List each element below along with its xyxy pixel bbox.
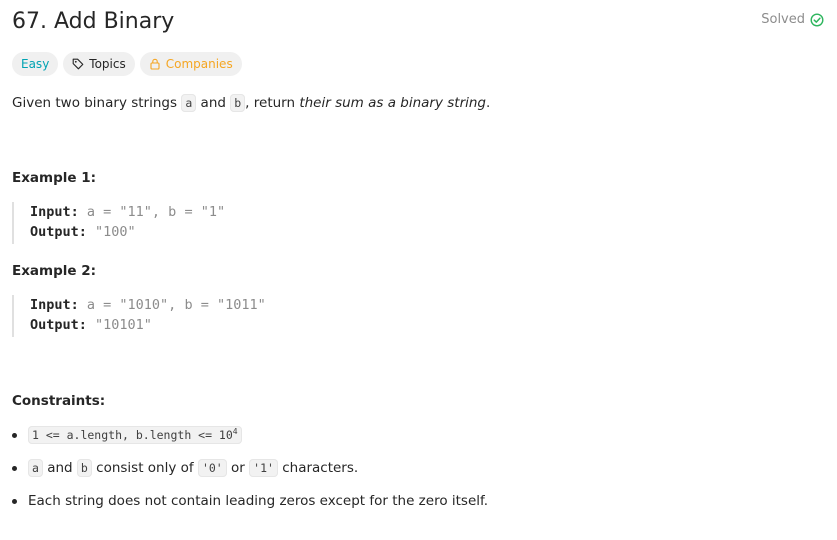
constraint-exponent: 4 (232, 427, 238, 437)
constraints-heading: Constraints: (12, 393, 106, 409)
example-2-heading: Example 2: (12, 263, 97, 279)
constraint-item (12, 458, 488, 491)
input-value: a = "11", b = "1" (78, 204, 226, 220)
solved-label: Solved (761, 12, 805, 27)
tag-icon (72, 58, 84, 70)
topics-button[interactable] (63, 52, 134, 76)
inline-code-b: b (230, 94, 245, 112)
constraint-item (12, 425, 488, 458)
constraint-code (28, 426, 242, 444)
inline-code-a: a (181, 94, 196, 112)
output-label: Output: (30, 224, 87, 240)
problem-statement (12, 93, 490, 113)
constraint-text: or (226, 460, 250, 476)
constraint-code-text: 1 <= a.length, b.length <= 10 (32, 428, 233, 442)
companies-label: Companies (165, 57, 233, 71)
inline-code-zero: '0' (198, 459, 227, 477)
input-value: a = "1010", b = "1011" (78, 297, 266, 313)
input-label: Input: (30, 204, 79, 220)
statement-text: and (196, 95, 231, 111)
statement-text: . (486, 95, 491, 111)
constraint-text: consist only of (91, 460, 198, 476)
constraint-item (12, 491, 488, 524)
statement-text: Given two binary strings (12, 95, 182, 111)
input-label: Input: (30, 297, 79, 313)
example-2-block (12, 295, 530, 337)
statement-emphasis: their sum as a binary string (299, 95, 487, 111)
example-1-heading: Example 1: (12, 170, 97, 186)
constraint-text: characters. (277, 460, 359, 476)
constraint-text: Each string does not contain leading zeros except for the zero itself. (28, 493, 489, 509)
topics-label: Topics (89, 57, 126, 71)
example-2-output (30, 315, 530, 335)
difficulty-label: Easy (21, 57, 50, 71)
title-row (12, 8, 826, 38)
companies-button[interactable] (140, 52, 242, 76)
example-1-output (30, 222, 530, 242)
output-value: "100" (86, 224, 136, 240)
constraints-list (12, 425, 488, 524)
check-circle-icon (810, 13, 824, 27)
output-label: Output: (30, 317, 87, 333)
example-2-input (30, 295, 530, 315)
inline-code-one: '1' (249, 459, 278, 477)
example-1-input (30, 202, 530, 222)
output-value: "10101" (86, 317, 152, 333)
tag-bar (12, 52, 242, 76)
lock-icon (149, 58, 161, 70)
statement-text: , return (245, 95, 300, 111)
inline-code-b: b (77, 459, 92, 477)
difficulty-badge (12, 52, 58, 76)
constraint-text: and (42, 460, 77, 476)
example-1-block (12, 202, 530, 244)
inline-code-a: a (28, 459, 43, 477)
problem-title[interactable]: 67. Add Binary (12, 9, 175, 34)
solved-status (761, 12, 824, 28)
